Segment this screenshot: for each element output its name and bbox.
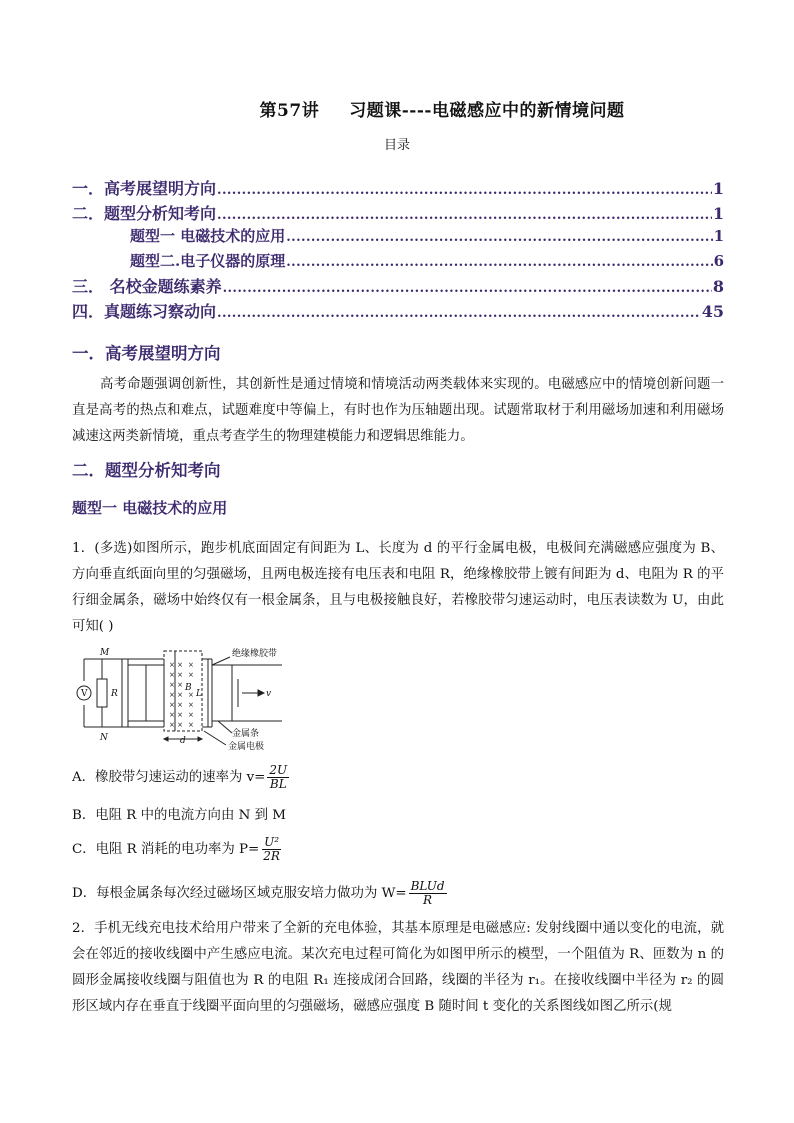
voltmeter-label: V	[81, 689, 88, 699]
section-1-body: 高考命题强调创新性，其创新性是通过情境和情境活动两类载体来实现的。电磁感应中的情境创新问题一直是高考的热点和难点，试题难度中等偏上，有时也作为压轴题出现。试题常取材于利用磁场加速和利用磁场减速这两类新情境，重点考查学生的物理建模能力和逻辑思维能力。	[72, 377, 724, 444]
toc-item-page: 1	[713, 227, 724, 245]
svg-text:× ×: × ×	[169, 661, 183, 669]
toc-item-label: 一．高考展望明方向	[72, 179, 217, 198]
label-metal-strip: 金属条	[232, 729, 260, 739]
svg-text:×: ×	[188, 711, 194, 719]
label-r: R	[111, 689, 118, 699]
toc-item[interactable]	[72, 274, 724, 299]
label-metal-electrode: 金属电极	[228, 742, 265, 752]
question-1-option-a[interactable]: A．橡胶带匀速运动的速率为 v= $\frac{2U}{BL}$	[72, 763, 288, 791]
label-m: M	[100, 648, 110, 658]
toc-item-page: 1	[712, 179, 724, 198]
label-l: L	[196, 689, 202, 699]
toc-item-page: 1	[712, 203, 724, 223]
toc-item-label: 题型一 电磁技术的应用	[130, 227, 286, 245]
label-insulating-belt: 绝缘橡胶带	[232, 649, 278, 659]
label-v: v	[266, 689, 272, 699]
question-2-stem: 2．手机无线充电技术给用户带来了全新的充电体验，其基本原理是电磁感应: 发射线圈中通以变化的电流，就会在邻近的接收线圈中产生感应电流。某次充电过程可简化为如图甲所示的模型，一个阻值为 R、匝数为 n 的圆形金属接收线圈与阻值也为 R 的电阻 R₁ 连接成闭合回路，线圈的半径为 r₁。在接收线圈中半径为 r₂ 的圆形区域内存在垂直于线圈平面向里的匀强磁场，磁感应强度 B 随时间 t 变化的关系图线如图乙所示(规	[72, 921, 724, 1014]
toc-heading: 目录	[383, 138, 410, 153]
lecture-number: 第57讲	[259, 101, 320, 121]
question-1-stem: 1．(多选)如图所示，跑步机底面固定有间距为 L、长度为 d 的平行金属电极，电极间充满磁感应强度为 B、方向垂直纸面向里的匀强磁场，且两电极连接有电压表和电阻 R，绝缘橡胶带上镀有间距为 d、电阻为 R 的平行细金属条，磁场中始终仅有一根金属条，且与电极接触良好，若橡胶带匀速运动时，电压表读数为 U，由此可知( )	[72, 541, 724, 634]
page-title	[0, 96, 794, 121]
svg-text:× ×: × ×	[169, 721, 183, 729]
section-heading-2: 二．题型分析知考向	[72, 461, 221, 480]
toc-item-page: 8	[712, 277, 724, 296]
svg-text:× ×: × ×	[169, 701, 183, 709]
svg-text:×: ×	[188, 701, 194, 709]
toc-item-page: 6	[713, 251, 724, 270]
svg-text:× ×: × ×	[169, 711, 183, 719]
type-1-heading: 题型一 电磁技术的应用	[72, 499, 228, 517]
toc-item-label: 三． 名校金题练素养	[72, 277, 222, 296]
label-b: B	[185, 683, 192, 693]
toc-item-label: 二．题型分析知考向	[72, 203, 217, 223]
svg-text:×: ×	[188, 721, 194, 729]
section-heading-1: 一．高考展望明方向	[72, 344, 221, 363]
svg-text:× ×: × ×	[169, 671, 183, 679]
question-1-option-d[interactable]: D．每根金属条每次经过磁场区域克服安培力做功为 W= $\frac{\text{BLUd}}{R}$	[72, 879, 445, 907]
svg-text:× ×: × ×	[169, 681, 183, 689]
lecture-name: 习题课----电磁感应中的新情境问题	[349, 101, 625, 121]
toc-item[interactable]	[72, 201, 724, 226]
toc-item[interactable]	[72, 176, 724, 201]
svg-text:×: ×	[188, 671, 194, 679]
label-d: d	[180, 736, 186, 746]
toc-item-page: 45	[701, 301, 724, 321]
toc-item[interactable]	[72, 225, 724, 250]
question-1-option-c[interactable]: C．电阻 R 消耗的电功率为 P= $\frac{\text{U²}}{2R}$	[72, 835, 280, 863]
label-n: N	[100, 733, 108, 743]
svg-text:× ×: × ×	[169, 691, 183, 699]
toc-item[interactable]	[72, 250, 724, 275]
table-of-contents	[72, 176, 724, 323]
svg-text:×: ×	[188, 661, 194, 669]
treadmill-circuit-diagram	[72, 645, 312, 755]
toc-item[interactable]	[72, 299, 724, 324]
toc-item-label: 四．真题练习察动向	[72, 301, 217, 321]
svg-text:×: ×	[188, 691, 194, 699]
question-1-option-b[interactable]: B．电阻 R 中的电流方向由 N 到 M	[72, 808, 286, 823]
toc-item-label: 题型二.电子仪器的原理	[130, 251, 286, 270]
